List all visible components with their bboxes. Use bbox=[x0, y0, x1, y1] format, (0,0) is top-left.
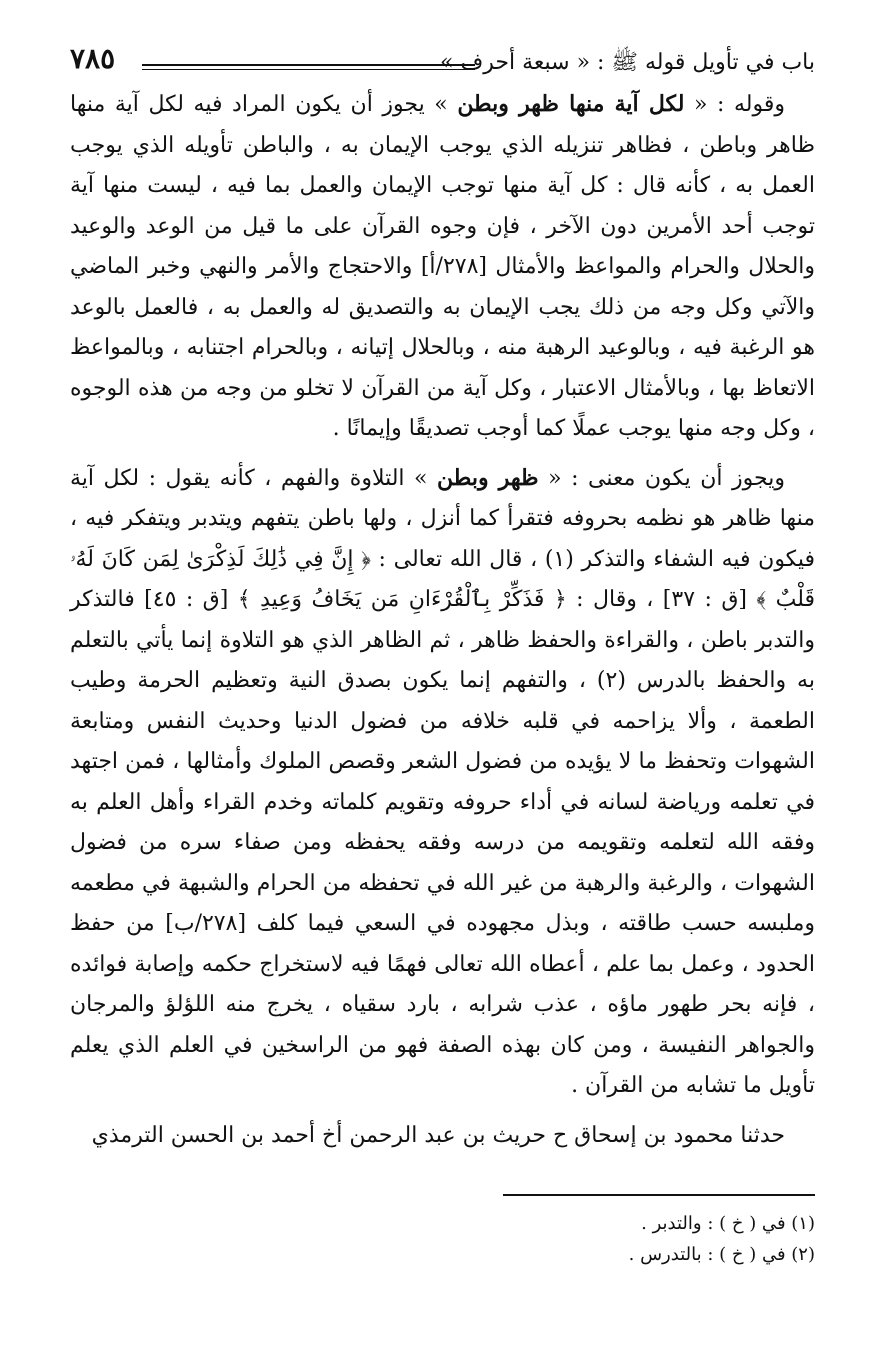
page-number: ٧٨٥ bbox=[70, 42, 116, 75]
paragraph: حدثنا محمود بن إسحاق ح حريث بن عبد الرحمن أخ أحمد بن الحسن الترمذي bbox=[91, 1122, 785, 1148]
body-text bbox=[70, 84, 815, 1156]
paragraph: وقوله : « لكل آية منها ظهر وبطن » يجوز أن يكون المراد فيه لكل آية منها ظاهر وباطن ، فظاهر تنزيله الذي يوجب الإيمان به ، والباطن تأويله الذي يوجب العمل به ، كأنه قال : كل آية منها توجب الإيمان والعمل بما فيه ، ليست منها آية توجب أحد الأمرين دون الآخر ، فإن وجوه القرآن على ما قيل من الوعد والوعيد والحلال والحرام والمواعظ والأمثال [٢٧٨/أ] والاحتجاج والأمر والنهي وخبر الماضي والآتي وكل وجه من ذلك يجب الإيمان به والتصديق له والعمل به ، فالعمل بالوعد هو الرغبة فيه ، وبالوعيد الرهبة منه ، وبالحلال إتيانه ، وبالحرام اجتنابه ، وبالمواعظ الاتعاظ بها ، وبالأمثال الاعتبار ، وكل آية من القرآن لا تخلو من وجه من هذه الوجوه ، وكل وجه منها يوجب عملًا كما أوجب تصديقًا وإيمانًا . bbox=[70, 91, 816, 441]
bold-phrase: ظهر وبطن bbox=[437, 464, 539, 491]
footnote: (٢) في ( خ ) : بالتدرس . bbox=[628, 1244, 815, 1265]
footnotes bbox=[629, 1208, 815, 1270]
footnote: (١) في ( خ ) : والتدبر . bbox=[641, 1213, 815, 1234]
running-header bbox=[70, 40, 815, 84]
chapter-title: باب في تأويل قوله ﷺ : « سبعة أحرف » bbox=[440, 50, 815, 75]
footnote-separator bbox=[503, 1194, 815, 1196]
bold-phrase: لكل آية منها ظهر وبطن bbox=[457, 91, 685, 117]
header-rule bbox=[142, 64, 475, 70]
paragraph: ويجوز أن يكون معنى : « ظهر وبطن » التلاوة والفهم ، كأنه يقول : لكل آية منها ظاهر هو نظمه بحروفه فتقرأ كما أنزل ، ولها باطن يتفهم ويتدبر ويتفكر فيه ، فيكون فيه الشفاء والتذكر (١) ، قال الله تعالى : ﴿ إِنَّ فِي ذَٰلِكَ لَذِكْرَىٰ لِمَن كَانَ لَهُۥ قَلْبٌ ﴾ [ق : ٣٧] ، وقال : ﴿ فَذَكِّرْ بِٱلْقُرْءَانِ مَن يَخَافُ وَعِيدِ ﴾ [ق : ٤٥] فالتذكر والتدبر باطن ، والقراءة والحفظ ظاهر ، ثم الظاهر الذي هو التلاوة إنما يأتي بالتعلم به والحفظ بالدرس (٢) ، والتفهم إنما يكون بصدق النية وتعظيم الحرمة وطيب الطعمة ، وألا يزاحمه في قلبه خلافه من فضول الدنيا وحديث النفس ومتابعة الشهوات وتحفظ ما لا يؤيده من فضول الشعر وقصص الملوك وأمثالها ، فمن اجتهد في تعلمه ورياضة لسانه في أداء حروفه وتقويم كلماته وخدم القراء وأهل العلم به وفقه الله لتعلمه وتقويمه من درسه وفقه يحفظه ومن صفاء سره من فضول الشهوات ، والرغبة والرهبة من غير الله في تحفظه من الحرام والشبهة في مطعمه وملبسه حسب طاقته ، وبذل مجهوده في السعي فيما كلف [٢٧٨/ب] من حفظ الحدود ، وعمل بما علم ، أعطاه الله تعالى فهمًا فيه لاستخراج حكمه وإصابة فوائده ، فإنه بحر طهور ماؤه ، عذب شرابه ، بارد سقياه ، يخرج منه اللؤلؤ والمرجان والجواهر النفيسة ، ومن كان بهذه الصفة فهو من الراسخين في العلم الذي يعلم تأويل ما تشابه من القرآن . bbox=[70, 464, 815, 1098]
page-content bbox=[70, 40, 815, 1164]
